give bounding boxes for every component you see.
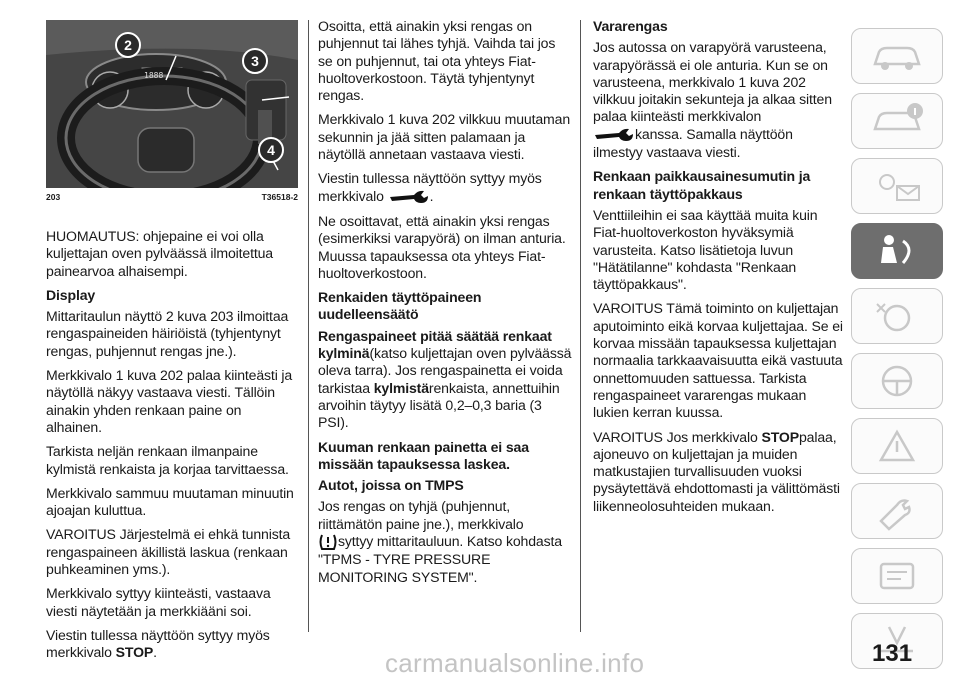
warning-paragraph: VAROITUS Järjestelmä ei ehkä tunnista rengaspaineen äkillistä laskua (renkaan puhkeaminen yms.). [46,526,291,578]
paragraph: Osoitta, että ainakin yksi rengas on puhjennut tai lähes tyhjä. Vaihda tai jos se on puhjennut, tai ota yhteys Fiat-huoltoverkostoon. Täytä tyhjentynyt rengas. [318,18,556,104]
tab-warning-lights[interactable] [851,158,943,214]
paragraph: Merkkivalo 1 kuva 202 palaa kiinteästi ja näytöllä näkyy vastaava viesti. Tällöin ainakin yhden renkaan paine on alhainen. [46,367,293,435]
wrench-icon [593,126,635,144]
steering-wheel-icon [867,361,927,401]
car-info-icon [867,36,927,76]
tab-airbag-safety[interactable] [851,223,943,279]
callout-4: 4 [258,137,284,163]
chapter-tabs [851,28,943,678]
column-divider [308,20,309,632]
column-divider [580,20,581,632]
paragraph: Merkkivalo sammuu muutaman minuutin ajoajan kuluttua. [46,484,294,519]
dashboard-illustration [46,20,298,188]
paragraph: Mittaritaulun näyttö 2 kuva 203 ilmoittaa rengaspaineiden häiriöistä (tyhjentynyt rengas, puhjennut rengas jne.). [46,308,289,359]
odometer-readout: 1888 [144,71,164,80]
watermark: carmanualsonline.info [385,648,645,678]
tab-car-info[interactable] [851,28,943,84]
figure-caption [46,192,298,202]
callout-3: 3 [242,48,268,74]
stop-label: STOP [115,644,154,661]
warning-lights-icon [867,166,927,206]
wrench-icon [388,188,430,206]
paragraph: Venttiileihin ei saa käyttää muita kuin Fiat-huoltoverkoston hyväksymiä varusteita. Katso lisätietoja luvun "Hätätilanne" kohdasta "Renkaan täyttöpakkaus". [593,206,818,293]
warning-paragraph: VAROITUS Tämä toiminto on kuljettajan aputoiminto eikä korvaa kuljettajaa. Se ei korvaa missään tapauksessa kuljettajan normaalia tarkkaavaisuutta eikä vastuuta onnettomuuden sattuessa. Tarkista rengaspaineet vararengas mukaan lukien kerran kuussa. [593,300,843,421]
column-2 [318,18,572,593]
heading-repair-kit: Renkaan paikkausainesumutin ja renkaan täyttöpakkaus [593,168,811,202]
tab-technical-data[interactable] [851,548,943,604]
paragraph: Tarkista neljän renkaan ilmanpaine kylmistä renkaista ja korjaa tarvittaessa. [46,443,289,477]
figure-number: 203 [46,192,61,202]
paragraph: kylminä(katso kuljettajan oven pylväässä oleva tarra). Jos rengaspainetta ei voida tarkistaa kylmistärenkaista, annettuihin arvoihin täytyy lisätä 0,2–0,3 baria (3 PSI). [318,345,572,431]
heading-cold-tyres: Rengaspaineet pitää säätää renkaat [318,327,552,344]
paragraph: Jos rengas on tyhjä (puhjennut, riittämätön paine jne.), merkkivalo syttyy mittaritauluun. Katso kohdasta "TPMS - TYRE PRESSURE MONITORING SYSTEM". [318,498,562,585]
warning-paragraph: VAROITUS Jos merkkivalo STOPpalaa, ajoneuvo on kuljettajan ja muiden matkustajien turvallisuuden vuoksi pysäytettävä ehdottomasti ja välittömästi liikenneolosuhteiden mukaan. [593,428,840,514]
paragraph: Jos autossa on varapyörä varusteena, varapyörässä ei ole anturia. Kun se on varusteena, merkkivalo 1 kuva 202 vilkkuu joitakin sekunteja ja alkaa sitten palaa kiinteästi merkkivalon kanssa. Samalla näyttöön ilmestyy vastaava viesti. [593,39,832,161]
airbag-safety-icon [867,231,927,271]
tab-starting-driving[interactable] [851,288,943,344]
paragraph: Viestin tullessa näyttöön syttyy myös merkkivalo STOP. [46,626,270,661]
emergency-icon [867,426,927,466]
paragraph: Viestin tullessa näyttöön syttyy myös merkkivalo . [318,170,572,206]
paragraph: Ne osoittavat, että ainakin yksi rengas (esimerkiksi varapyörä) on ilman anturia. Muussa tapauksessa ota yhteys Fiat-huoltoverkostoon. [318,212,566,281]
starting-driving-icon [867,296,927,336]
heading-tpms: Autot, joissa on TMPS [318,477,464,494]
heading-hot-tyre: Kuuman renkaan painetta ei saa missään tapauksessa laskea. [318,438,529,472]
heading-display: Display [46,286,96,303]
tyre-pressure-warning-icon [318,533,338,551]
paragraph: Merkkivalo 1 kuva 202 vilkkuu muutaman sekunnin ja jää sitten palamaan ja näytöllä annetaan vastaava viesti. [318,111,571,163]
figure-code: T36518-2 [261,192,298,202]
tab-maintenance[interactable] [851,483,943,539]
maintenance-icon [867,491,927,531]
stop-label: STOP [761,428,799,445]
callout-2: 2 [115,32,141,58]
heading-spare-tyre: Vararengas [593,18,668,34]
car-info-i-icon [867,101,927,141]
tab-steering-wheel[interactable] [851,353,943,409]
page-number: 131 [872,640,913,667]
column-1 [46,20,298,669]
tab-emergency[interactable] [851,418,943,474]
note-paragraph: HUOMAUTUS: ohjepaine ei voi olla kuljettajan oven pylväässä ilmoitettua painearvoa alhaisempi. [46,228,273,279]
heading-pressure-adjust: Renkaiden täyttöpaineen uudelleensäätö [318,289,482,323]
technical-data-icon [867,556,927,596]
column-3 [593,18,843,522]
tab-car-info-i[interactable] [851,93,943,149]
dashboard-photo [46,20,298,188]
paragraph: Merkkivalo syttyy kiinteästi, vastaava viesti näytetään ja merkkiääni soi. [46,585,271,619]
